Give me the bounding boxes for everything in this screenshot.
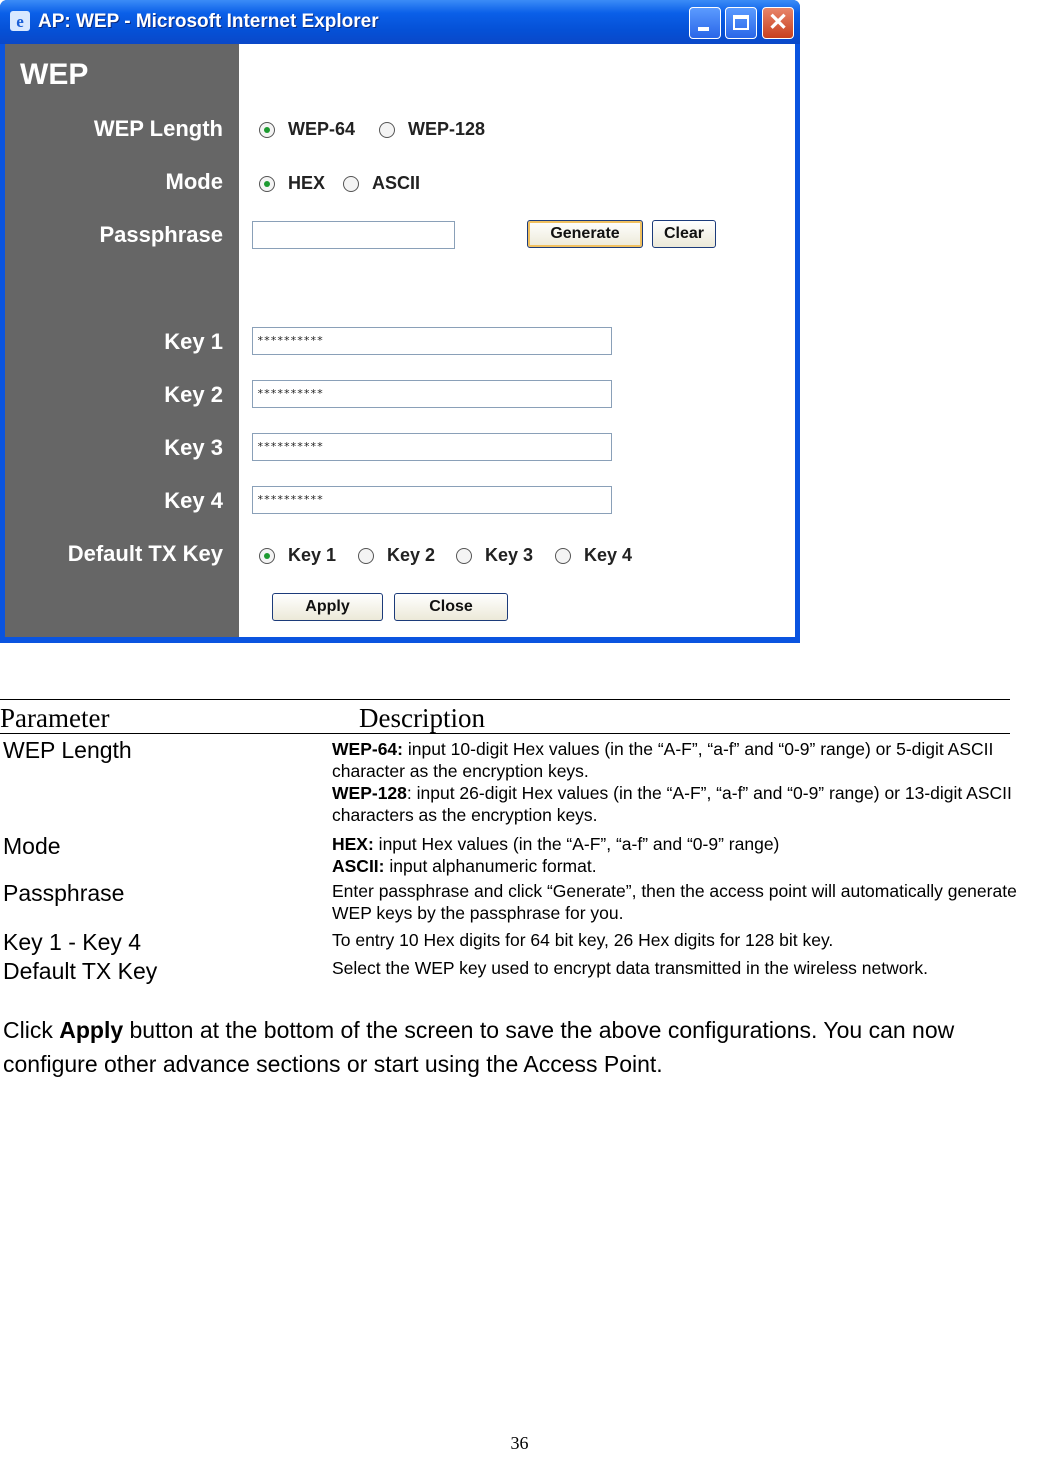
desc-line: Select the WEP key used to encrypt data transmitted in the wireless network.: [332, 958, 928, 978]
passphrase-input[interactable]: [252, 221, 455, 249]
desc-line: To entry 10 Hex digits for 64 bit key, 26 Hex digits for 128 bit key.: [332, 930, 834, 950]
instruction-paragraph: Click Apply button at the bottom of the screen to save the above configurations. You can now configure other advance sections or start using the Access Point.: [3, 1017, 955, 1077]
close-icon: ✕: [767, 9, 789, 36]
wep128-label: WEP-128: [408, 119, 486, 139]
tx-key3-radio[interactable]: [456, 548, 472, 564]
desc-default-tx-key: [332, 957, 1022, 979]
ascii-label: ASCII: [372, 173, 421, 193]
page-number: 36: [510, 1433, 529, 1453]
desc-line: HEX: input Hex values (in the “A-F”, “a-f” and “0-9” range): [332, 834, 780, 854]
tx-key1-label: Key 1: [288, 545, 337, 565]
mode-label: Mode: [165, 169, 223, 194]
close-window-button[interactable]: [762, 7, 794, 39]
desc-line: ASCII: input alphanumeric format.: [332, 856, 597, 876]
desc-wep-length: [332, 738, 1022, 826]
key2-label: Key 2: [164, 382, 223, 407]
desc-passphrase: [332, 880, 1022, 924]
section-title: WEP: [20, 58, 89, 91]
maximize-icon: [733, 15, 749, 30]
ie-icon: [9, 10, 31, 32]
tx-key1-radio[interactable]: [259, 548, 275, 564]
passphrase-label: Passphrase: [99, 222, 223, 247]
wep64-label: WEP-64: [288, 119, 356, 139]
key1-input[interactable]: **********: [252, 327, 612, 355]
svg-text:e: e: [16, 12, 24, 31]
maximize-button[interactable]: [725, 7, 757, 39]
hex-radio[interactable]: [259, 176, 275, 192]
default-tx-key-label: Default TX Key: [67, 541, 223, 566]
title-bar[interactable]: [0, 0, 800, 44]
generate-button[interactable]: Generate: [527, 220, 643, 248]
window-title: AP: WEP - Microsoft Internet Explorer: [38, 11, 379, 32]
ascii-radio[interactable]: [343, 176, 359, 192]
table-header-rule: [0, 733, 1010, 734]
table-top-rule: [0, 699, 1010, 700]
minimize-button[interactable]: [689, 7, 721, 39]
hex-label: HEX: [288, 173, 326, 193]
param-mode: Mode: [3, 833, 61, 859]
desc-line: WEP-64: input 10-digit Hex values (in the “A-F”, “a-f” and “0-9” range) or 5-digit ASCII character as the encryption keys.: [332, 739, 994, 781]
wep-length-label: WEP Length: [93, 116, 223, 141]
desc-mode: [332, 833, 1022, 877]
param-default-tx-key: Default TX Key: [3, 958, 158, 984]
param-keys: Key 1 - Key 4: [3, 929, 142, 955]
desc-line: WEP-128: input 26-digit Hex values (in the “A-F”, “a-f” and “0-9” range) or 13-digit ASCII characters as the encryption keys.: [332, 783, 1012, 825]
wep64-radio[interactable]: [259, 122, 275, 138]
key4-input[interactable]: **********: [252, 486, 612, 514]
key1-label: Key 1: [164, 329, 223, 354]
minimize-icon: [698, 27, 709, 31]
key4-label: Key 4: [164, 488, 223, 513]
param-wep-length: WEP Length: [3, 737, 132, 763]
wep128-radio[interactable]: [379, 122, 395, 138]
close-button[interactable]: Close: [394, 593, 508, 621]
tx-key3-label: Key 3: [485, 545, 534, 565]
key3-input[interactable]: **********: [252, 433, 612, 461]
browser-window: [0, 0, 800, 643]
tx-key4-label: Key 4: [584, 545, 633, 565]
tx-key2-label: Key 2: [387, 545, 436, 565]
description-header: Description: [359, 703, 485, 733]
parameter-header: Parameter: [0, 703, 110, 733]
param-passphrase: Passphrase: [3, 880, 125, 906]
key2-input[interactable]: **********: [252, 380, 612, 408]
apply-button[interactable]: Apply: [272, 593, 383, 621]
tx-key2-radio[interactable]: [358, 548, 374, 564]
tx-key4-radio[interactable]: [555, 548, 571, 564]
desc-keys: [332, 929, 1022, 951]
desc-line: Enter passphrase and click “Generate”, then the access point will automatically generate WEP keys by the passphrase for you.: [332, 881, 1017, 923]
key3-label: Key 3: [164, 435, 223, 460]
page-content: [5, 44, 795, 637]
label-panel: [5, 44, 239, 637]
clear-button[interactable]: Clear: [652, 220, 716, 248]
